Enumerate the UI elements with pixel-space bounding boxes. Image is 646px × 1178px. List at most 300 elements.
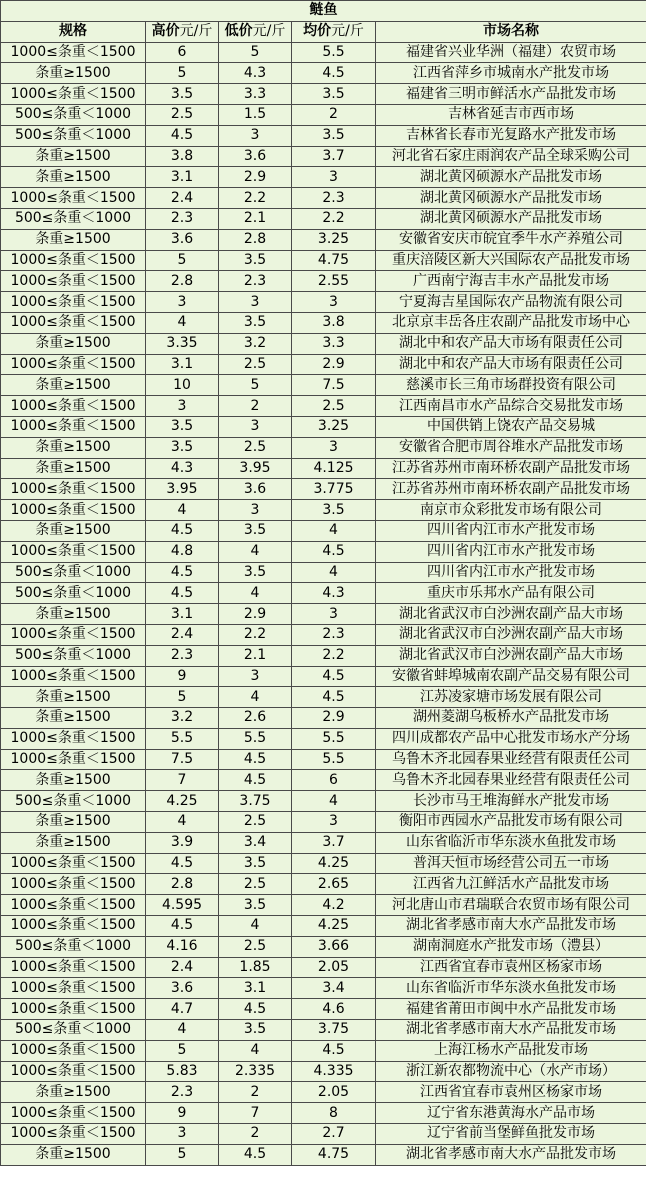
table-row (1, 749, 646, 770)
table-row (1, 84, 646, 105)
high-price-cell: 4.5 (146, 853, 219, 874)
spec-cell: 条重≥1500 (1, 63, 146, 84)
spec-cell: 500≤条重＜1000 (1, 562, 146, 583)
avg-price-cell: 4 (292, 791, 376, 812)
market-cell: 湖北省孝感市南大水产品批发市场 (376, 1020, 646, 1041)
high-price-cell: 4.5 (146, 520, 219, 541)
high-price-cell: 4 (146, 1020, 219, 1041)
table-row (1, 146, 646, 167)
high-price-cell: 3.1 (146, 354, 219, 375)
spec-cell: 1000≤条重＜1500 (1, 624, 146, 645)
spec-cell: 1000≤条重＜1500 (1, 916, 146, 937)
spec-cell: 1000≤条重＜1500 (1, 895, 146, 916)
high-price-cell: 5.5 (146, 728, 219, 749)
spec-cell: 条重≥1500 (1, 812, 146, 833)
high-price-cell: 3.1 (146, 167, 219, 188)
market-cell: 湖北黄冈硕源水产品批发市场 (376, 167, 646, 188)
avg-price-cell: 3.25 (292, 416, 376, 437)
low-price-cell: 4 (219, 541, 292, 562)
low-price-cell: 3.5 (219, 520, 292, 541)
avg-price-cell: 4.5 (292, 1040, 376, 1061)
header-spec: 规格 (1, 21, 146, 42)
low-price-cell: 2.3 (219, 271, 292, 292)
header-high-price (146, 21, 219, 42)
market-cell: 乌鲁木齐北园春果业经营有限责任公司 (376, 770, 646, 791)
low-price-cell: 1.5 (219, 104, 292, 125)
avg-price-cell: 2.9 (292, 354, 376, 375)
market-cell: 湖北省孝感市南大水产品批发市场 (376, 1144, 646, 1165)
table-row (1, 396, 646, 417)
avg-price-cell: 4.3 (292, 583, 376, 604)
spec-cell: 500≤条重＜1000 (1, 791, 146, 812)
high-price-cell: 5.83 (146, 1061, 219, 1082)
market-cell: 南京市众彩批发市场有限公司 (376, 500, 646, 521)
low-price-cell: 3.5 (219, 895, 292, 916)
table-row (1, 437, 646, 458)
spec-cell: 1000≤条重＜1500 (1, 666, 146, 687)
avg-price-cell: 3.66 (292, 936, 376, 957)
avg-price-cell: 4.6 (292, 999, 376, 1020)
table-row (1, 1040, 646, 1061)
low-price-cell: 3.6 (219, 146, 292, 167)
table-row (1, 624, 646, 645)
low-price-cell: 3.5 (219, 1020, 292, 1041)
table-row (1, 728, 646, 749)
low-price-cell: 3.75 (219, 791, 292, 812)
avg-price-cell: 2.3 (292, 188, 376, 209)
spec-cell: 500≤条重＜1000 (1, 208, 146, 229)
table-row (1, 791, 646, 812)
market-cell: 福建省三明市鲜活水产品批发市场 (376, 84, 646, 105)
spec-cell: 条重≥1500 (1, 1144, 146, 1165)
avg-price-cell: 3 (292, 292, 376, 313)
market-cell: 中国供销上饶农产品交易城 (376, 416, 646, 437)
spec-cell: 1000≤条重＜1500 (1, 1103, 146, 1124)
spec-cell: 条重≥1500 (1, 375, 146, 396)
avg-price-cell: 5.5 (292, 728, 376, 749)
market-cell: 长沙市马王堆海鲜水产批发市场 (376, 791, 646, 812)
spec-cell: 1000≤条重＜1500 (1, 188, 146, 209)
avg-price-cell: 3.8 (292, 312, 376, 333)
spec-cell: 1000≤条重＜1500 (1, 728, 146, 749)
market-cell: 福建省莆田市闽中水产品批发市场 (376, 999, 646, 1020)
table-row (1, 1020, 646, 1041)
avg-price-cell: 4 (292, 562, 376, 583)
market-cell: 重庆市乐邦水产品有限公司 (376, 583, 646, 604)
high-price-cell: 3.8 (146, 146, 219, 167)
high-price-cell: 9 (146, 1103, 219, 1124)
low-price-cell: 2.5 (219, 437, 292, 458)
low-price-cell: 2.1 (219, 208, 292, 229)
market-cell: 普洱天恒市场经营公司五一市场 (376, 853, 646, 874)
high-price-cell: 3 (146, 292, 219, 313)
table-row (1, 895, 646, 916)
high-price-cell: 3.35 (146, 333, 219, 354)
avg-price-cell: 4.75 (292, 1144, 376, 1165)
table-row (1, 978, 646, 999)
avg-price-cell: 2 (292, 104, 376, 125)
spec-cell: 1000≤条重＜1500 (1, 396, 146, 417)
spec-cell: 1000≤条重＜1500 (1, 1061, 146, 1082)
spec-cell: 1000≤条重＜1500 (1, 957, 146, 978)
high-price-cell: 4.5 (146, 916, 219, 937)
table-row (1, 42, 646, 63)
avg-price-cell: 4.125 (292, 458, 376, 479)
spec-cell: 条重≥1500 (1, 832, 146, 853)
market-cell: 湖北省武汉市白沙洲农副产品大市场 (376, 645, 646, 666)
market-cell: 福建省兴业华洲（福建）农贸市场 (376, 42, 646, 63)
avg-price-cell: 3 (292, 437, 376, 458)
table-row (1, 333, 646, 354)
high-price-cell: 2.3 (146, 645, 219, 666)
spec-cell: 1000≤条重＜1500 (1, 84, 146, 105)
spec-cell: 1000≤条重＜1500 (1, 354, 146, 375)
low-price-cell: 4.3 (219, 63, 292, 84)
table-row (1, 1144, 646, 1165)
market-cell: 江苏省苏州市南环桥农副产品批发市场 (376, 479, 646, 500)
avg-price-cell: 3.775 (292, 479, 376, 500)
spec-cell: 1000≤条重＜1500 (1, 1124, 146, 1145)
low-price-cell: 3 (219, 500, 292, 521)
low-price-cell: 2.9 (219, 604, 292, 625)
avg-price-cell: 2.7 (292, 1124, 376, 1145)
low-price-cell: 4 (219, 916, 292, 937)
avg-price-cell: 8 (292, 1103, 376, 1124)
market-cell: 江苏凌家塘市场发展有限公司 (376, 687, 646, 708)
table-row (1, 583, 646, 604)
spec-cell: 1000≤条重＜1500 (1, 250, 146, 271)
table-row (1, 541, 646, 562)
market-cell: 辽宁省前当堡鲜鱼批发市场 (376, 1124, 646, 1145)
high-price-cell: 3.9 (146, 832, 219, 853)
spec-cell: 1000≤条重＜1500 (1, 416, 146, 437)
high-price-cell: 2.8 (146, 271, 219, 292)
table-row (1, 1061, 646, 1082)
avg-price-cell: 3.4 (292, 978, 376, 999)
low-price-cell: 3.5 (219, 312, 292, 333)
avg-price-cell: 4.75 (292, 250, 376, 271)
spec-cell: 条重≥1500 (1, 687, 146, 708)
market-cell: 四川成都农产品中心批发市场水产分场 (376, 728, 646, 749)
high-price-cell: 2.3 (146, 1082, 219, 1103)
low-price-cell: 3 (219, 666, 292, 687)
spec-cell: 500≤条重＜1000 (1, 104, 146, 125)
table-row (1, 416, 646, 437)
table-row (1, 645, 646, 666)
avg-price-cell: 4.5 (292, 63, 376, 84)
avg-price-cell: 4.25 (292, 916, 376, 937)
spec-cell: 1000≤条重＜1500 (1, 312, 146, 333)
table-row (1, 812, 646, 833)
low-price-cell: 2.5 (219, 874, 292, 895)
low-price-cell: 7 (219, 1103, 292, 1124)
table-row (1, 375, 646, 396)
spec-cell: 500≤条重＜1000 (1, 125, 146, 146)
high-price-cell: 5 (146, 687, 219, 708)
spec-cell: 1000≤条重＜1500 (1, 42, 146, 63)
market-cell: 湖州菱湖乌板桥水产品批发市场 (376, 708, 646, 729)
market-cell: 四川省内江市水产批发市场 (376, 541, 646, 562)
market-cell: 湖北中和农产品大市场有限责任公司 (376, 354, 646, 375)
avg-price-cell: 3.3 (292, 333, 376, 354)
avg-price-cell: 3 (292, 812, 376, 833)
spec-cell: 1000≤条重＜1500 (1, 1040, 146, 1061)
spec-cell: 条重≥1500 (1, 167, 146, 188)
market-cell: 重庆涪陵区新大兴国际农产品批发市场 (376, 250, 646, 271)
avg-price-cell: 4.25 (292, 853, 376, 874)
market-cell: 吉林省长春市光复路水产批发市场 (376, 125, 646, 146)
spec-cell: 条重≥1500 (1, 146, 146, 167)
market-cell: 湖北省孝感市南大水产品批发市场 (376, 916, 646, 937)
avg-price-cell: 2.3 (292, 624, 376, 645)
low-price-cell: 2.2 (219, 624, 292, 645)
table-row (1, 250, 646, 271)
high-price-cell: 7.5 (146, 749, 219, 770)
table-row (1, 229, 646, 250)
table-row (1, 104, 646, 125)
table-row (1, 271, 646, 292)
low-price-cell: 3 (219, 292, 292, 313)
high-price-cell: 4.8 (146, 541, 219, 562)
spec-cell: 条重≥1500 (1, 708, 146, 729)
high-price-cell: 7 (146, 770, 219, 791)
table-row (1, 1124, 646, 1145)
avg-price-cell: 6 (292, 770, 376, 791)
avg-price-cell: 2.65 (292, 874, 376, 895)
high-price-cell: 5 (146, 1144, 219, 1165)
market-cell: 乌鲁木齐北园春果业经营有限责任公司 (376, 749, 646, 770)
table-row (1, 188, 646, 209)
high-price-cell: 4 (146, 500, 219, 521)
header-high-label: 高价 (151, 23, 180, 40)
high-price-cell: 10 (146, 375, 219, 396)
low-price-cell: 2.5 (219, 812, 292, 833)
table-row (1, 63, 646, 84)
header-market: 市场名称 (376, 21, 646, 42)
avg-price-cell: 5.5 (292, 42, 376, 63)
spec-cell: 条重≥1500 (1, 520, 146, 541)
low-price-cell: 4 (219, 687, 292, 708)
high-price-cell: 4.25 (146, 791, 219, 812)
market-cell: 湖北省武汉市白沙洲农副产品大市场 (376, 604, 646, 625)
avg-price-cell: 2.2 (292, 208, 376, 229)
high-price-cell: 5 (146, 63, 219, 84)
avg-price-cell: 4.5 (292, 687, 376, 708)
market-cell: 山东省临沂市华东淡水鱼批发市场 (376, 978, 646, 999)
low-price-cell: 1.85 (219, 957, 292, 978)
avg-price-cell: 3.5 (292, 500, 376, 521)
avg-price-cell: 3.75 (292, 1020, 376, 1041)
high-price-cell: 2.5 (146, 104, 219, 125)
market-cell: 江西省九江鲜活水产品批发市场 (376, 874, 646, 895)
avg-price-cell: 3.7 (292, 146, 376, 167)
spec-cell: 500≤条重＜1000 (1, 936, 146, 957)
high-price-cell: 4.7 (146, 999, 219, 1020)
spec-cell: 1000≤条重＜1500 (1, 853, 146, 874)
table-row (1, 1082, 646, 1103)
avg-price-cell: 4.335 (292, 1061, 376, 1082)
market-cell: 吉林省延吉市西市场 (376, 104, 646, 125)
low-price-cell: 3.5 (219, 853, 292, 874)
table-row (1, 562, 646, 583)
avg-price-cell: 3 (292, 604, 376, 625)
table-row (1, 770, 646, 791)
high-price-cell: 4.595 (146, 895, 219, 916)
low-price-cell: 5.5 (219, 728, 292, 749)
high-price-cell: 2.4 (146, 624, 219, 645)
spec-cell: 500≤条重＜1000 (1, 645, 146, 666)
spec-cell: 条重≥1500 (1, 458, 146, 479)
market-cell: 宁夏海吉星国际农产品物流有限公司 (376, 292, 646, 313)
high-price-cell: 4.5 (146, 583, 219, 604)
high-price-cell: 2.4 (146, 188, 219, 209)
high-price-cell: 4.16 (146, 936, 219, 957)
spec-cell: 条重≥1500 (1, 1082, 146, 1103)
table-row (1, 874, 646, 895)
high-price-cell: 9 (146, 666, 219, 687)
low-price-cell: 2 (219, 1082, 292, 1103)
high-price-cell: 2.4 (146, 957, 219, 978)
low-price-cell: 5 (219, 375, 292, 396)
table-row (1, 479, 646, 500)
table-title: 鲢鱼 (1, 1, 646, 22)
spec-cell: 条重≥1500 (1, 229, 146, 250)
low-price-cell: 2.8 (219, 229, 292, 250)
spec-cell: 500≤条重＜1000 (1, 1020, 146, 1041)
header-low-price (219, 21, 292, 42)
avg-price-cell: 2.55 (292, 271, 376, 292)
avg-price-cell: 2.05 (292, 1082, 376, 1103)
low-price-cell: 2 (219, 396, 292, 417)
high-price-cell: 4.5 (146, 125, 219, 146)
table-row (1, 312, 646, 333)
high-price-cell: 5 (146, 250, 219, 271)
high-price-cell: 3.5 (146, 416, 219, 437)
header-avg-unit: 元/斤 (331, 23, 364, 40)
high-price-cell: 3.5 (146, 84, 219, 105)
low-price-cell: 4 (219, 1040, 292, 1061)
high-price-cell: 2.8 (146, 874, 219, 895)
market-cell: 广西南宁海吉丰水产品批发市场 (376, 271, 646, 292)
market-cell: 浙江新农都物流中心（水产市场） (376, 1061, 646, 1082)
table-row (1, 916, 646, 937)
avg-price-cell: 3.5 (292, 84, 376, 105)
avg-price-cell: 2.5 (292, 396, 376, 417)
market-cell: 四川省内江市水产批发市场 (376, 562, 646, 583)
low-price-cell: 3.5 (219, 250, 292, 271)
low-price-cell: 3.4 (219, 832, 292, 853)
spec-cell: 500≤条重＜1000 (1, 583, 146, 604)
high-price-cell: 3.95 (146, 479, 219, 500)
market-cell: 湖北黄冈硕源水产品批发市场 (376, 208, 646, 229)
header-avg-price (292, 21, 376, 42)
low-price-cell: 2.5 (219, 936, 292, 957)
high-price-cell: 5 (146, 1040, 219, 1061)
table-row (1, 167, 646, 188)
table-row (1, 999, 646, 1020)
market-cell: 衡阳市西园水产品批发市场有限公司 (376, 812, 646, 833)
avg-price-cell: 5.5 (292, 749, 376, 770)
market-cell: 江西省宜春市袁州区杨家市场 (376, 1082, 646, 1103)
header-avg-label: 均价 (303, 23, 332, 40)
high-price-cell: 4 (146, 312, 219, 333)
avg-price-cell: 2.05 (292, 957, 376, 978)
low-price-cell: 2.5 (219, 354, 292, 375)
table-row (1, 853, 646, 874)
avg-price-cell: 3.7 (292, 832, 376, 853)
market-cell: 四川省内江市水产批发市场 (376, 520, 646, 541)
low-price-cell: 3.6 (219, 479, 292, 500)
header-low-unit: 元/斤 (252, 23, 286, 40)
avg-price-cell: 7.5 (292, 375, 376, 396)
low-price-cell: 4 (219, 583, 292, 604)
table-row (1, 936, 646, 957)
avg-price-cell: 4 (292, 520, 376, 541)
low-price-cell: 4.5 (219, 1144, 292, 1165)
table-row (1, 708, 646, 729)
spec-cell: 1000≤条重＜1500 (1, 292, 146, 313)
market-cell: 江西南昌市水产品综合交易批发市场 (376, 396, 646, 417)
low-price-cell: 2.2 (219, 188, 292, 209)
table-row (1, 125, 646, 146)
market-cell: 河北唐山市君瑞联合农贸市场有限公司 (376, 895, 646, 916)
avg-price-cell: 3.5 (292, 125, 376, 146)
high-price-cell: 3 (146, 396, 219, 417)
low-price-cell: 2.6 (219, 708, 292, 729)
market-cell: 江苏省苏州市南环桥农副产品批发市场 (376, 458, 646, 479)
high-price-cell: 4.5 (146, 562, 219, 583)
table-row (1, 520, 646, 541)
market-cell: 慈溪市长三角市场群投资有限公司 (376, 375, 646, 396)
low-price-cell: 5 (219, 42, 292, 63)
spec-cell: 1000≤条重＜1500 (1, 874, 146, 895)
avg-price-cell: 4.5 (292, 541, 376, 562)
avg-price-cell: 3.25 (292, 229, 376, 250)
spec-cell: 条重≥1500 (1, 333, 146, 354)
low-price-cell: 3.95 (219, 458, 292, 479)
high-price-cell: 2.3 (146, 208, 219, 229)
spec-cell: 条重≥1500 (1, 770, 146, 791)
table-row (1, 957, 646, 978)
low-price-cell: 4.5 (219, 749, 292, 770)
table-row (1, 458, 646, 479)
market-cell: 江西省萍乡市城南水产批发市场 (376, 63, 646, 84)
spec-cell: 条重≥1500 (1, 437, 146, 458)
header-high-unit: 元/斤 (179, 23, 213, 40)
market-cell: 江西省宜春市袁州区杨家市场 (376, 957, 646, 978)
market-cell: 安徽省蚌埠城南农副产品交易有限公司 (376, 666, 646, 687)
low-price-cell: 4.5 (219, 770, 292, 791)
high-price-cell: 3 (146, 1124, 219, 1145)
low-price-cell: 2.1 (219, 645, 292, 666)
table-row (1, 832, 646, 853)
table-row (1, 666, 646, 687)
low-price-cell: 3.5 (219, 562, 292, 583)
low-price-cell: 3.1 (219, 978, 292, 999)
avg-price-cell: 2.2 (292, 645, 376, 666)
low-price-cell: 2.9 (219, 167, 292, 188)
market-cell: 湖北省武汉市白沙洲农副产品大市场 (376, 624, 646, 645)
market-cell: 北京京丰岳各庄农副产品批发市场中心 (376, 312, 646, 333)
table-row (1, 604, 646, 625)
low-price-cell: 2.335 (219, 1061, 292, 1082)
high-price-cell: 4.3 (146, 458, 219, 479)
low-price-cell: 4.5 (219, 999, 292, 1020)
low-price-cell: 3 (219, 125, 292, 146)
low-price-cell: 2 (219, 1124, 292, 1145)
spec-cell: 1000≤条重＜1500 (1, 978, 146, 999)
spec-cell: 1000≤条重＜1500 (1, 500, 146, 521)
